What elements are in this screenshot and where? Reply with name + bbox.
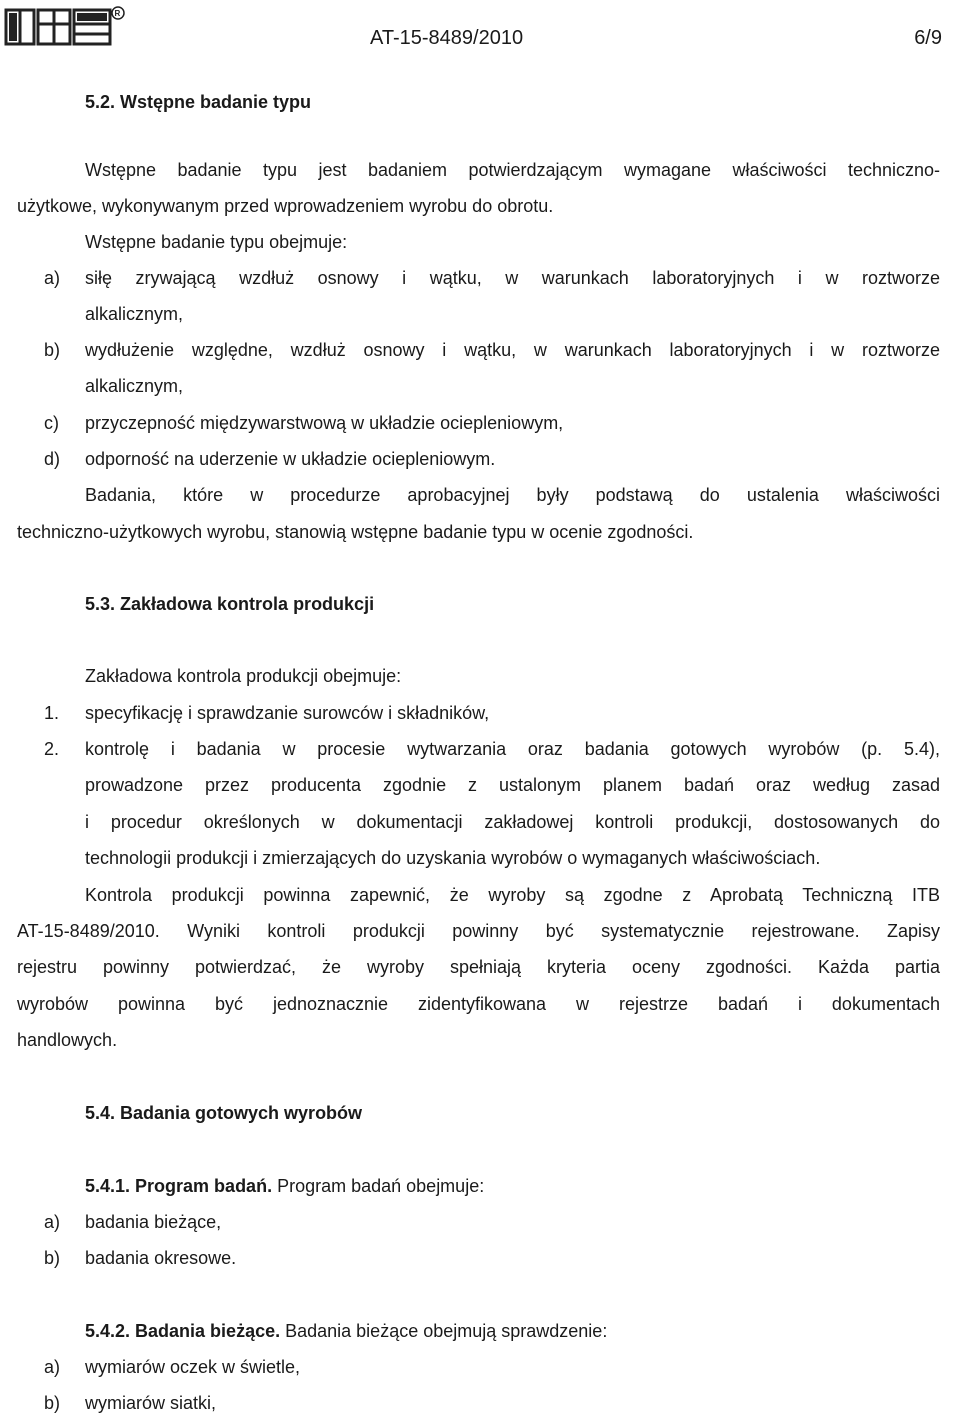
list-item-text: technologii produkcji i zmierzających do uzyskania wyrobów o wymaganych właściwościach. — [85, 848, 821, 868]
list-item-text: specyfikację i sprawdzanie surowców i składników, — [85, 703, 490, 723]
document-number: AT-15-8489/2010 — [370, 27, 524, 49]
svg-text:R: R — [114, 9, 121, 18]
list-item-text: odporność na uderzenie w układzie ociepleniowym. — [85, 449, 496, 469]
list-item-text: prowadzone przez producenta zgodnie z ustalonym planem badań oraz według zasad — [85, 775, 940, 795]
subsection-text: Badania bieżące obejmują sprawdzenie: — [280, 1321, 608, 1341]
section-heading-5-2: 5.2. Wstępne badanie typu — [85, 92, 312, 112]
list-item-text: wymiarów oczek w świetle, — [85, 1357, 301, 1377]
list-item-text: badania bieżące, — [85, 1212, 222, 1232]
subsection-5-4-1 — [85, 1174, 484, 1198]
list-intro: Zakładowa kontrola produkcji obejmuje: — [85, 666, 402, 686]
subsection-label: 5.4.2. Badania bieżące. — [85, 1321, 281, 1341]
list-marker: c) — [44, 413, 59, 433]
list-item-text: alkalicznym, — [85, 376, 184, 396]
list-marker: a) — [44, 268, 61, 288]
list-marker: 2. — [44, 739, 60, 759]
list-marker: a) — [44, 1212, 61, 1232]
subsection-label: 5.4.1. Program badań. — [85, 1176, 273, 1196]
list-marker: d) — [44, 449, 61, 469]
paragraph-line: AT-15-8489/2010. Wyniki kontroli produkcji powinny być systematycznie rejestrowane. Zapisy — [17, 921, 940, 941]
list-marker: b) — [44, 1393, 61, 1413]
section-heading-5-4: 5.4. Badania gotowych wyrobów — [85, 1103, 363, 1123]
paragraph-line: użytkowe, wykonywanym przed wprowadzeniem wyrobu do obrotu. — [17, 196, 554, 216]
itb-logo-icon — [4, 4, 126, 48]
paragraph-line: techniczno-użytkowych wyrobu, stanowią wstępne badanie typu w ocenie zgodności. — [17, 522, 694, 542]
paragraph-line: rejestru powinny potwierdzać, że wyroby spełniają kryteria oceny zgodności. Każda partia — [17, 957, 940, 977]
list-marker: b) — [44, 1248, 61, 1268]
list-item-text: i procedur określonych w dokumentacji zakładowej kontroli produkcji, dostosowanych do — [85, 812, 940, 832]
list-item-text: przyczepność międzywarstwową w układzie ociepleniowym, — [85, 413, 564, 433]
paragraph-line: Wstępne badanie typu jest badaniem potwierdzającym wymagane właściwości techniczno- — [85, 160, 940, 180]
list-item-text: alkalicznym, — [85, 304, 184, 324]
subsection-5-4-2 — [85, 1319, 607, 1343]
paragraph-line: Badania, które w procedurze aprobacyjnej były podstawą do ustalenia właściwości — [85, 485, 940, 505]
list-item-text: wymiarów siatki, — [85, 1393, 217, 1413]
list-item-text: kontrolę i badania w procesie wytwarzania oraz badania gotowych wyrobów (p. 5.4), — [85, 739, 940, 759]
paragraph-line: wyrobów powinna być jednoznacznie zidentyfikowana w rejestrze badań i dokumentach — [17, 994, 940, 1014]
list-item-text: siłę zrywającą wzdłuż osnowy i wątku, w warunkach laboratoryjnych i w roztworze — [85, 268, 940, 288]
page-number: 6/9 — [914, 27, 942, 49]
list-marker: 1. — [44, 703, 60, 723]
list-marker: b) — [44, 340, 61, 360]
list-intro: Wstępne badanie typu obejmuje: — [85, 232, 348, 252]
list-marker: a) — [44, 1357, 61, 1377]
paragraph-line: handlowych. — [17, 1030, 118, 1050]
list-item-text: wydłużenie względne, wzdłuż osnowy i wątku, w warunkach laboratoryjnych i w roztworze — [85, 340, 940, 360]
subsection-text: Program badań obejmuje: — [272, 1176, 485, 1196]
section-heading-5-3: 5.3. Zakładowa kontrola produkcji — [85, 594, 375, 614]
paragraph-line: Kontrola produkcji powinna zapewnić, że wyroby są zgodne z Aprobatą Techniczną ITB — [85, 885, 940, 905]
list-item-text: badania okresowe. — [85, 1248, 237, 1268]
